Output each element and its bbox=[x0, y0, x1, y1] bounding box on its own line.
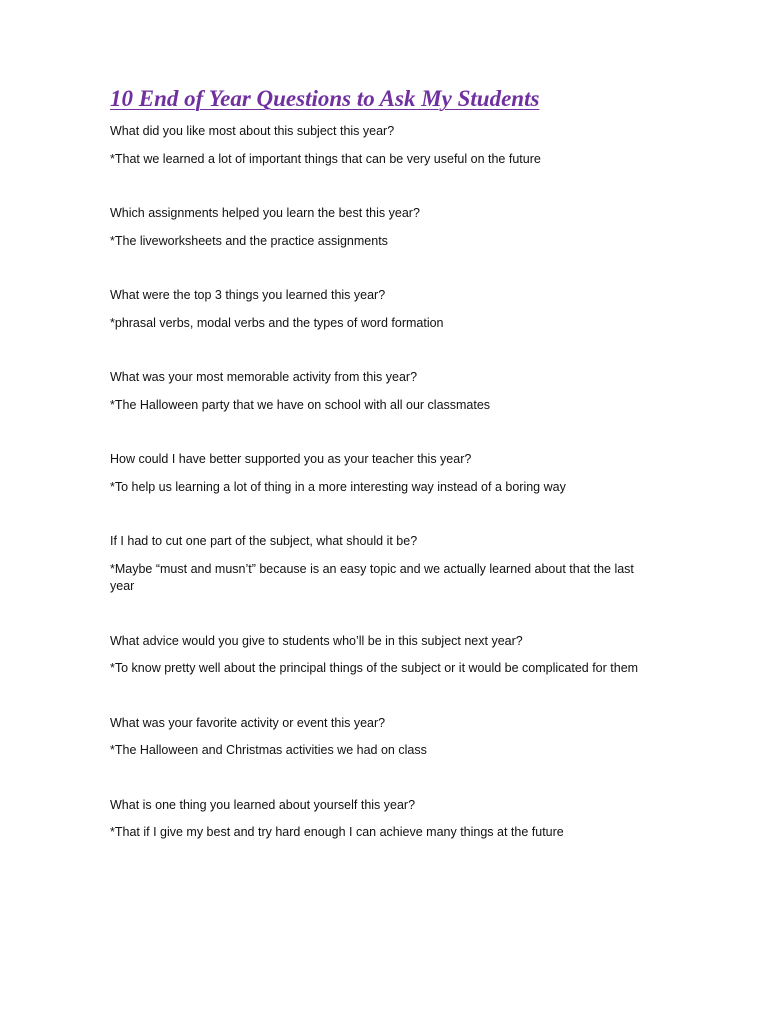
qa-item-7 bbox=[110, 633, 658, 678]
answer-text: *To know pretty well about the principal things of the subject or it would be complicated for them bbox=[110, 661, 639, 675]
question-text: What was your favorite activity or event this year? bbox=[110, 715, 386, 730]
question-text: How could I have better supported you as your teacher this year? bbox=[110, 452, 472, 466]
question-text: Which assignments helped you learn the best this year? bbox=[110, 206, 420, 220]
answer-text: *The Halloween and Christmas activities we had on class bbox=[110, 743, 427, 757]
document-title: 10 End of Year Questions to Ask My Students bbox=[110, 86, 540, 111]
answer-text: *That if I give my best and try hard enough I can achieve many things at the future bbox=[110, 825, 564, 839]
answer-text: *Maybe “must and musn’t” because is an easy topic and we actually learned about that the last year bbox=[110, 561, 634, 593]
answer-text: *To help us learning a lot of thing in a more interesting way instead of a boring way bbox=[110, 479, 566, 494]
question-text: What were the top 3 things you learned this year? bbox=[110, 288, 386, 302]
question-text: If I had to cut one part of the subject, what should it be? bbox=[110, 534, 418, 548]
qa-item-3 bbox=[110, 287, 658, 332]
question-text: What is one thing you learned about yourself this year? bbox=[110, 797, 416, 812]
question-text: What was your most memorable activity from this year? bbox=[110, 370, 418, 384]
qa-item-8 bbox=[110, 715, 658, 760]
document-page bbox=[110, 84, 658, 842]
question-text: What did you like most about this subject this year? bbox=[110, 124, 395, 138]
qa-item-2 bbox=[110, 205, 658, 250]
qa-item-5 bbox=[110, 451, 658, 496]
qa-item-9 bbox=[110, 797, 658, 842]
question-text: What advice would you give to students who’ll be in this subject next year? bbox=[110, 633, 523, 648]
qa-item-6 bbox=[110, 533, 658, 596]
qa-item-4 bbox=[110, 369, 658, 414]
answer-text: *That we learned a lot of important things that can be very useful on the future bbox=[110, 151, 541, 166]
answer-text: *The liveworksheets and the practice assignments bbox=[110, 233, 388, 248]
answer-text: *phrasal verbs, modal verbs and the types of word formation bbox=[110, 315, 444, 330]
answer-text: *The Halloween party that we have on school with all our classmates bbox=[110, 397, 491, 412]
qa-item-1 bbox=[110, 123, 658, 168]
